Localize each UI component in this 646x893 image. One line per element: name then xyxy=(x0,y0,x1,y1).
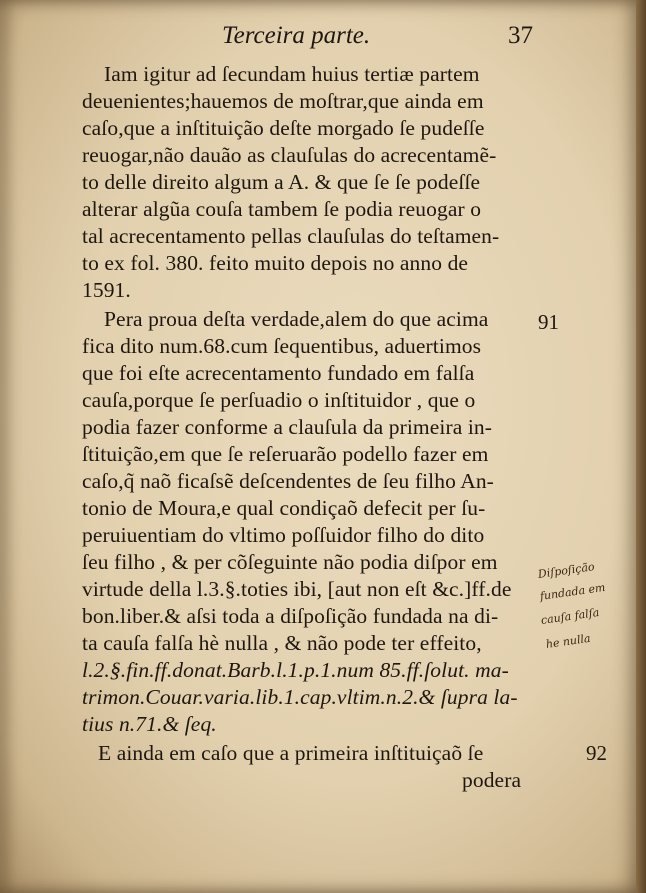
text-line: caſo,que a inſtituição deſte morgado ſe pudeſſe xyxy=(82,116,485,140)
handwritten-note: cauſa falſa xyxy=(540,605,601,627)
text-line: ſeu filho , & per cõſeguinte não podia diſpor em xyxy=(82,550,498,574)
text-line: bon.liber.& aſsi toda a diſpoſição fundada na di- xyxy=(82,604,499,628)
text-line: to delle direito algum a A. & que ſe ſe podeſſe xyxy=(82,170,481,194)
text-line: to ex fol. 380. feito muito depois no anno de xyxy=(82,251,469,275)
text-line: peruiuentiam do vltimo poſſuidor filho do dito xyxy=(82,523,485,547)
text-line: virtude della l.3.§.toties ibi, [aut non eſt &c.]ff.de xyxy=(82,577,512,601)
text-line: tal acrecentamento pellas clauſulas do teſtamen- xyxy=(82,224,500,248)
text-line: reuogar,não dauão as clauſulas do acrecentamẽ- xyxy=(82,143,497,167)
margin-number: 92 xyxy=(586,741,607,765)
text-line: que foi eſte acrecentamento fundado em falſa xyxy=(82,361,475,385)
page-edge xyxy=(636,0,646,893)
text-line: ta cauſa falſa hè nulla , & não pode ter effeito, xyxy=(82,631,482,655)
handwritten-note: fundada em xyxy=(539,580,607,603)
catchword: podera xyxy=(462,768,522,792)
text-line: 1591. xyxy=(82,278,131,302)
text-line: cauſa,porque ſe perſuadio o inſtituidor , que o xyxy=(82,388,476,412)
page-number: 37 xyxy=(508,22,533,49)
text-line: deuenientes;hauemos de moſtrar,que ainda em xyxy=(82,89,484,113)
text-line-citation: tius n.71.& ſeq. xyxy=(82,712,217,736)
text-line: E ainda em caſo que a primeira inſtituiçaõ ſe xyxy=(98,741,484,765)
text-line: Iam igitur ad ſecundam huius tertiæ partem xyxy=(104,62,480,86)
text-line: alterar algũa couſa tambem ſe podia reuogar o xyxy=(82,197,482,221)
running-header-title: Terceira parte. xyxy=(222,22,371,49)
text-line-citation: trimon.Couar.varia.lib.1.cap.vltim.n.2.& ſupra la- xyxy=(82,685,518,709)
handwritten-note: he nulla xyxy=(545,631,592,651)
text-line: podia fazer conforme a clauſula da primeira in- xyxy=(82,415,493,439)
text-line: ſtituição,em que ſe reſeruarão podello fazer em xyxy=(82,442,489,466)
text-line: tonio de Moura,e qual condiçaõ defecit per ſu- xyxy=(82,496,486,520)
text-line: fica dito num.68.cum ſequentibus, aduertimos xyxy=(82,334,482,358)
text-line-citation: l.2.§.fin.ff.donat.Barb.l.1.p.1.num 85.ff.ſolut. ma- xyxy=(82,658,509,682)
text-line: caſo,q̃ naõ ficaſsẽ deſcendentes de ſeu filho An- xyxy=(82,469,494,493)
text-line: Pera proua deſta verdade,alem do que acima xyxy=(104,307,489,331)
margin-number: 91 xyxy=(538,310,559,334)
handwritten-note: Diſpoſição xyxy=(537,560,596,581)
